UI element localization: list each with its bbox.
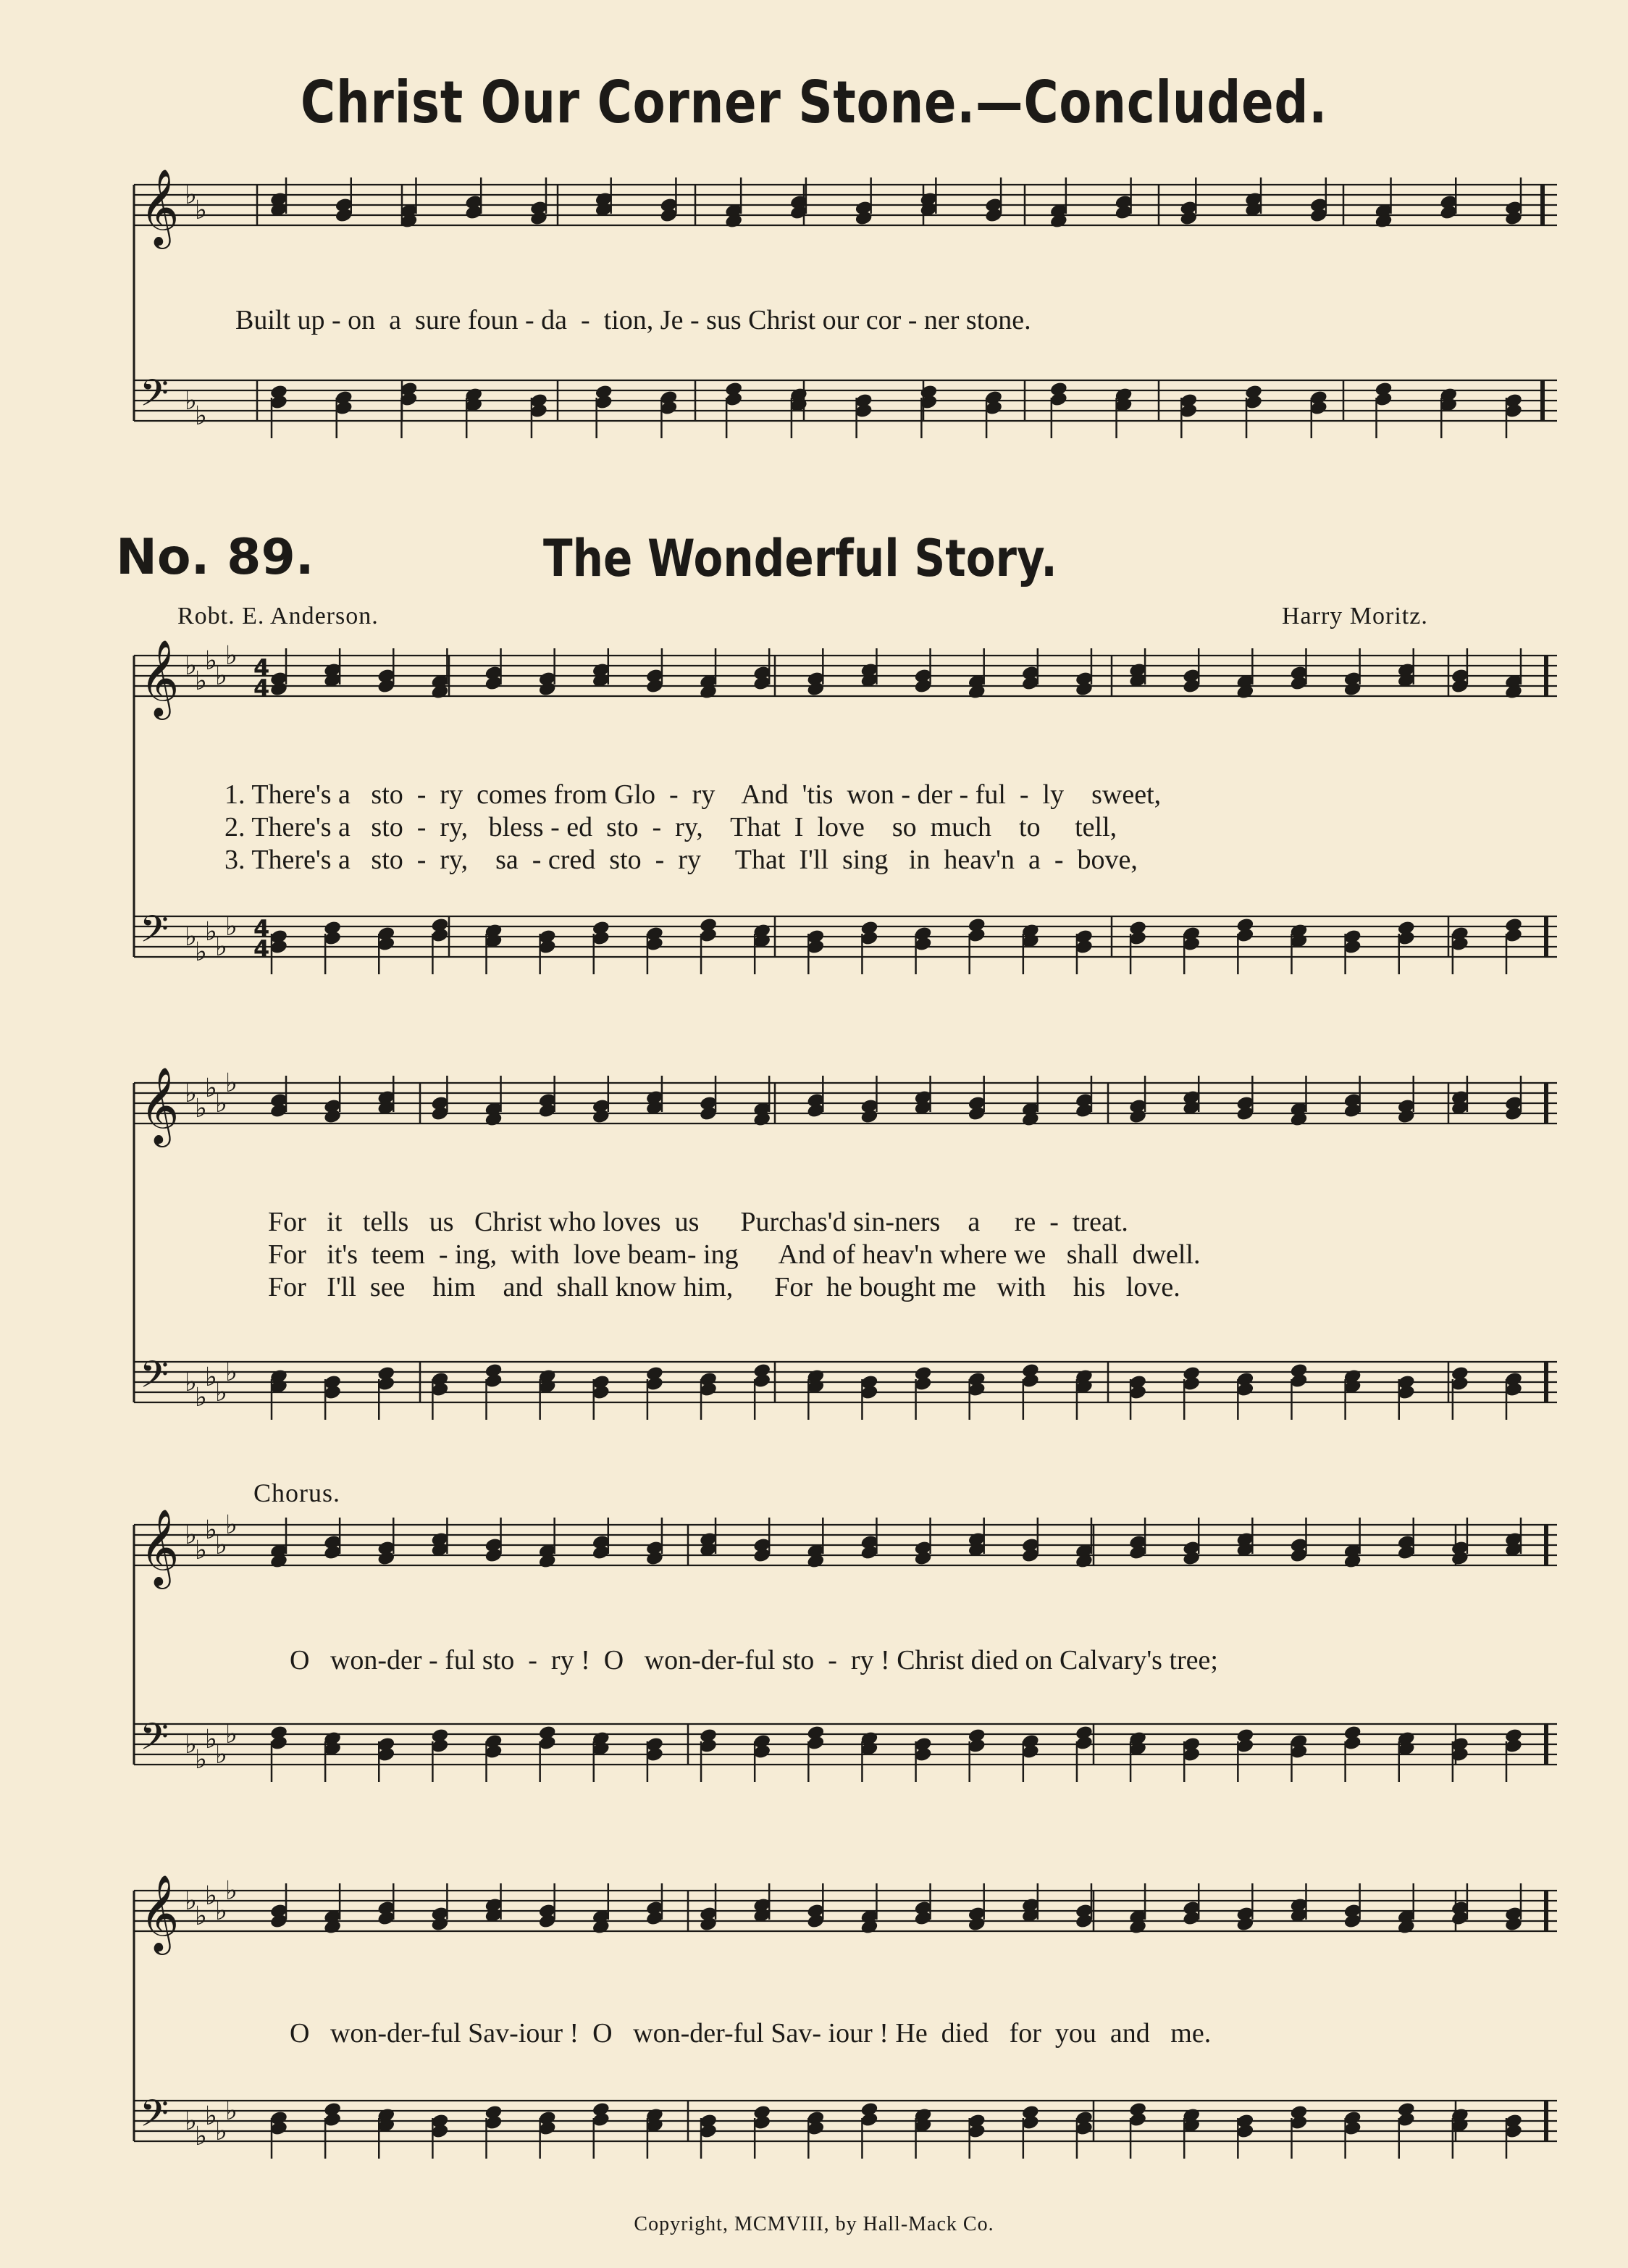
flat-icon: ♭ [205, 1363, 217, 1392]
chorus-line-2: O won-der-ful Sav-iour ! O won-der-ful Sav- iour ! He died for you and me. [290, 2018, 1212, 2049]
flat-icon: ♭ [215, 1378, 227, 1407]
flat-icon: ♭ [185, 1520, 197, 1550]
bass-clef-icon: 𝄢 [140, 1352, 169, 1405]
verse-2-line-1: 2. There's a sto - ry, bless - ed sto - ry, That I love so much to tell, [225, 812, 1117, 842]
flat-icon: ♭ [225, 641, 238, 671]
flat-icon: ♭ [215, 932, 227, 962]
chorus-line-1: O won-der - ful sto - ry ! O won-der-ful sto - ry ! Christ died on Calvary's tree; [290, 1645, 1218, 1675]
bass-clef-icon: 𝄢 [140, 907, 169, 960]
composer-credit: Harry Moritz. [1282, 603, 1428, 629]
treble-clef-icon: 𝄞 [140, 1874, 180, 1951]
flat-icon: ♭ [205, 1881, 217, 1911]
flat-icon: ♭ [205, 2101, 217, 2131]
flat-icon: ♭ [195, 401, 207, 431]
flat-icon: ♭ [195, 1536, 207, 1565]
bass-clef-icon: 𝄢 [140, 2091, 169, 2144]
flat-icon: ♭ [185, 1368, 197, 1397]
flat-icon: ♭ [185, 922, 197, 952]
flat-icon: ♭ [185, 180, 197, 210]
hymn-number: No. 89. [116, 529, 314, 586]
flat-icon: ♭ [225, 1876, 238, 1906]
chorus-label: Chorus. [253, 1478, 341, 1507]
hymn-title: The Wonderful Story. [543, 529, 1057, 588]
flat-icon: ♭ [195, 196, 207, 225]
flat-icon: ♭ [195, 1745, 207, 1775]
treble-clef-icon: 𝄞 [140, 168, 180, 246]
flat-icon: ♭ [185, 386, 197, 416]
flat-icon: ♭ [215, 1896, 227, 1926]
verse-1-line-2: For it tells us Christ who loves us Purchas'd sin-ners a re - treat. [268, 1207, 1128, 1237]
flat-icon: ♭ [185, 651, 197, 681]
flat-icon: ♭ [195, 2122, 207, 2151]
flat-icon: ♭ [215, 1740, 227, 1770]
verse-2-line-2: For it's teem - ing, with love beam- ing And of heav'n where we shall dwell. [268, 1239, 1201, 1270]
flat-icon: ♭ [205, 1074, 217, 1103]
flat-icon: ♭ [225, 2096, 238, 2126]
time-signature: 4 [253, 674, 270, 702]
flat-icon: ♭ [225, 1510, 238, 1540]
verse-1-line-1: 1. There's a sto - ry comes from Glo - ry And 'tis won - der - ful - ly sweet, [225, 779, 1162, 810]
bass-clef-icon: 𝄢 [140, 371, 169, 424]
flat-icon: ♭ [215, 1531, 227, 1560]
flat-icon: ♭ [225, 912, 238, 942]
flat-icon: ♭ [185, 2106, 197, 2136]
time-signature: 4 [253, 935, 270, 963]
bass-clef-icon: 𝄢 [140, 1715, 169, 1767]
flat-icon: ♭ [215, 1089, 227, 1118]
verse-3-line-1: 3. There's a sto - ry, sa - cred sto - ry That I'll sing in heav'n a - bove, [225, 845, 1138, 875]
flat-icon: ♭ [215, 2117, 227, 2146]
flat-icon: ♭ [195, 666, 207, 696]
flat-icon: ♭ [195, 1901, 207, 1931]
flat-icon: ♭ [185, 1730, 197, 1759]
flat-icon: ♭ [215, 661, 227, 691]
flat-icon: ♭ [185, 1079, 197, 1108]
flat-icon: ♭ [225, 1068, 238, 1098]
flat-icon: ♭ [195, 1094, 207, 1123]
treble-clef-icon: 𝄞 [140, 1508, 180, 1586]
flat-icon: ♭ [205, 646, 217, 676]
flat-icon: ♭ [185, 1886, 197, 1916]
lyricist-credit: Robt. E. Anderson. [177, 603, 379, 629]
flat-icon: ♭ [195, 937, 207, 967]
concluded-lyric: Built up - on a sure foun - da - tion, Je - sus Christ our cor - ner stone. [235, 305, 1031, 335]
copyright-notice: Copyright, MCMVIII, by Hall-Mack Co. [634, 2213, 994, 2235]
concluded-title: Christ Our Corner Stone.—Concluded. [301, 69, 1327, 136]
flat-icon: ♭ [205, 917, 217, 947]
flat-icon: ♭ [225, 1720, 238, 1749]
treble-clef-icon: 𝄞 [140, 1066, 180, 1144]
treble-clef-icon: 𝄞 [140, 639, 180, 716]
flat-icon: ♭ [195, 1383, 207, 1413]
time-signature: 4 [253, 654, 270, 682]
flat-icon: ♭ [225, 1357, 238, 1387]
flat-icon: ♭ [205, 1725, 217, 1754]
flat-icon: ♭ [205, 1515, 217, 1545]
time-signature: 4 [253, 915, 270, 942]
verse-3-line-2: For I'll see him and shall know him, For he bought me with his love. [268, 1272, 1180, 1302]
